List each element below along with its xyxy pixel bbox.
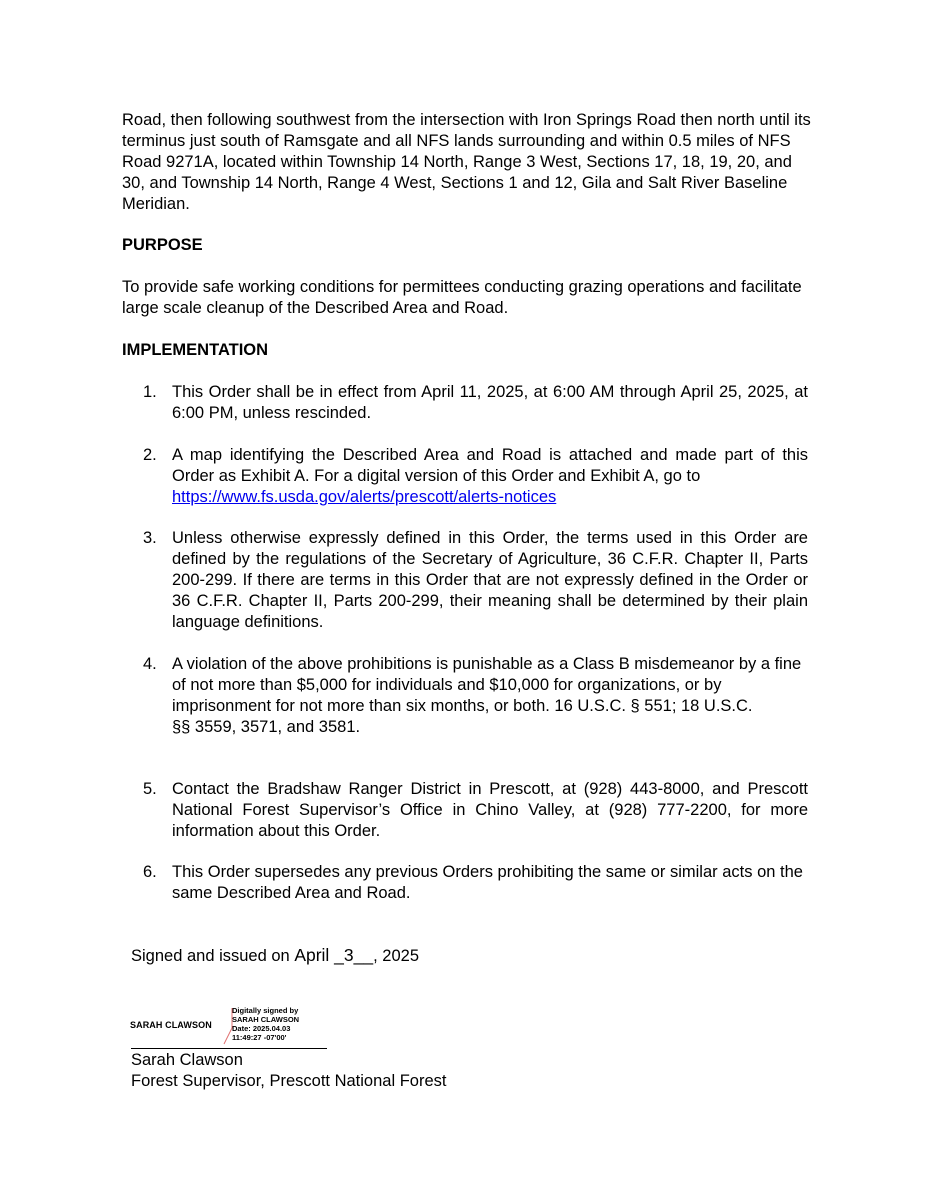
intro-paragraph: Road, then following southwest from the intersection with Iron Springs Road then north until its terminus just south of Ramsgate and all NFS lands surrounding and within 0.5 miles of NFS Road 9271A, located within Township 14 North, Range 3 West, Sections 17, 18, 19, 20, and 30, and Township 14 North, Range 4 West, Sections 1 and 12, Gila and Salt River Baseline Meridian. [122,111,811,213]
list-item-6 [143,862,808,904]
alerts-notices-link[interactable]: https://www.fs.usda.gov/alerts/prescott/alerts-notices [172,488,557,506]
list-text: Unless otherwise expressly defined in this Order, the terms used in this Order are defined by the regulations of the Secretary of Agriculture, 36 C.F.R. Chapter II, Parts 200-299. If there are terms in this Order that are not expressly defined in the Order or 36 C.F.R. Chapter II, Parts 200-299, their meaning shall be determined by their plain language definitions. [172,529,808,631]
signature-rule [131,1048,327,1049]
list-text: This Order supersedes any previous Orders prohibiting the same or similar acts on the same Described Area and Road. [172,863,803,902]
list-text-body: A violation of the above prohibitions is punishable as a Class B misdemeanor by a fine of not more than $5,000 for individuals and $10,000 for organizations, or by imprisonment for not more than six months, or both. 16 U.S.C. § 551; 18 U.S.C. [172,655,802,715]
signer-name: Sarah Clawson [131,1051,243,1069]
list-number: 6. [143,863,157,881]
purpose-heading: PURPOSE [122,236,203,254]
list-item-1 [143,382,808,424]
signed-prefix: Signed and issued on [131,947,290,965]
list-text: This Order shall be in effect from April 11, 2025, at 6:00 AM through April 25, 2025, at 6:00 PM, unless rescinded. [172,383,808,422]
list-number: 4. [143,655,157,673]
list-text [172,445,808,508]
implementation-heading: IMPLEMENTATION [122,341,269,359]
list-number: 1. [143,383,157,401]
signer-title: Forest Supervisor, Prescott National Forest [131,1072,447,1090]
digital-signature-line: Date: 2025.04.03 [232,1024,291,1033]
digital-signature-name: SARAH CLAWSON [130,1020,212,1030]
list-text-continuation: §§ 3559, 3571, and 3581. [172,718,361,736]
list-number: 3. [143,529,157,547]
digital-signature-line: Digitally signed by [232,1006,299,1015]
signed-issued-line [131,945,419,967]
list-item-3 [143,528,808,633]
signed-year: , 2025 [373,947,419,965]
list-item-5 [143,779,808,842]
digital-signature-line: 11:49:27 -07'00' [232,1033,287,1042]
list-item-4 [143,654,808,738]
digital-signature-details [232,1006,299,1042]
list-number: 5. [143,780,157,798]
list-item-2 [143,445,808,508]
digital-signature-line: SARAH CLAWSON [232,1015,300,1024]
list-number: 2. [143,446,157,464]
digital-signature[interactable] [130,1004,330,1050]
purpose-paragraph: To provide safe working conditions for permittees conducting grazing operations and facilitate large scale cleanup of the Described Area and Road. [122,278,802,317]
list-text [172,654,808,738]
signed-date: April _3__ [294,945,374,965]
list-text: Contact the Bradshaw Ranger District in Prescott, at (928) 443-8000, and Prescott National Forest Supervisor’s Office in Chino Valley, at (928) 777-2200, for more information about this Order. [172,780,808,840]
list-text-body: A map identifying the Described Area and Road is attached and made part of this Order as Exhibit A. For a digital version of this Order and Exhibit A, go to [172,446,808,485]
